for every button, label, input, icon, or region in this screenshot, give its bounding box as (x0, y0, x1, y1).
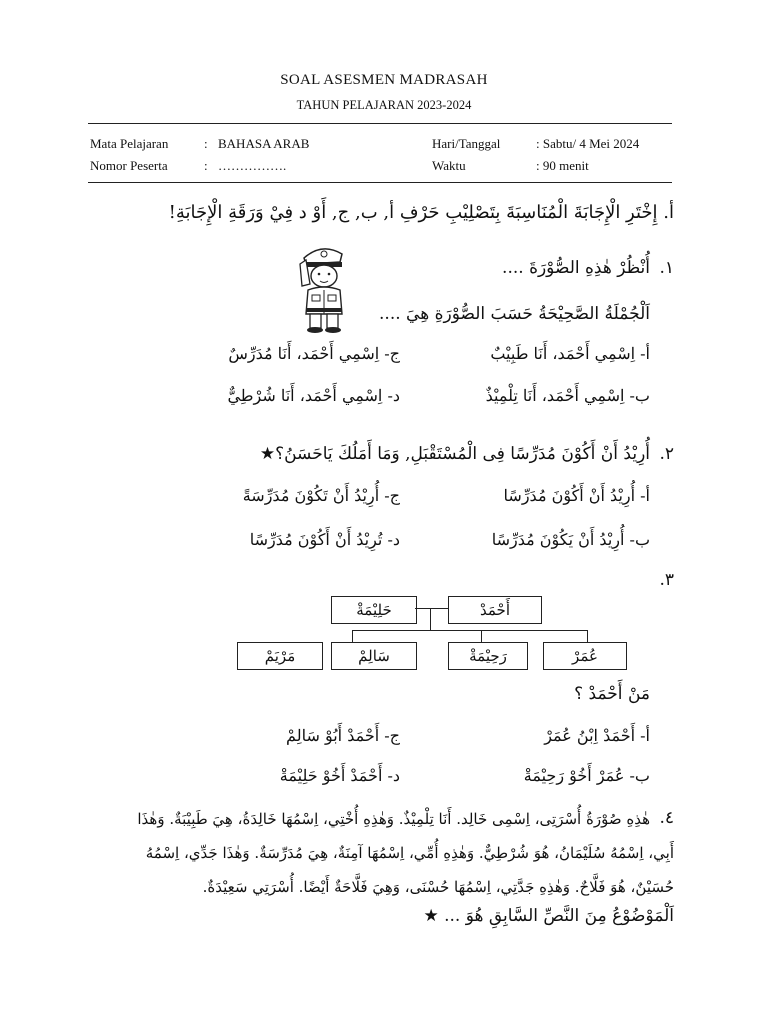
header-divider-bottom (88, 182, 672, 183)
tree-child-box: سَالِمْ (331, 642, 417, 670)
q4-passage-line-3: حُسَيْنٌ، هُوَ فَلَّاحٌ. وَهٰذِهِ جَدَّتِي، اِسْمُهَا حُسْنَى، وَهِيَ فَلَّاحَةٌ أَيْضًا. أُسْرَتِي سَعِيْدَةٌ. (202, 878, 674, 896)
q1-text: أُنْظُرْ هٰذِهِ الصُّوْرَةَ .... (502, 258, 650, 278)
tree-child-box: مَرْيَمْ (237, 642, 323, 670)
document-subtitle: TAHUN PELAJARAN 2023-2024 (296, 98, 472, 112)
day-value: : Sabtu/ 4 Mei 2024 (536, 136, 640, 151)
q2-number: ٢. (659, 444, 674, 464)
tree-child-box: رَحِيْمَةْ (448, 642, 528, 670)
participant-value: ……………. (218, 158, 287, 173)
time-label: Waktu (432, 158, 466, 173)
q4-passage-line-1: هٰذِهِ صُوْرَةُ أُسْرَتِى، اِسْمِى خَالِد. أَنَا تِلْمِيْذٌ. وَهٰذِهِ أُخْتِي، اِسْمُهَا خَالِدَةُ، هِيَ طَبِيْبَةٌ. وَهٰذَا (137, 810, 650, 828)
document-title: SOAL ASESMEN MADRASAH (280, 72, 488, 88)
q1-question: اَلْجُمْلَةُ الصَّحِيْحَةُ حَسَبَ الصُّوْرَةِ هِيَ .... (379, 304, 650, 324)
q4-passage-line-2: أَبِي، اِسْمُهُ سُلَيْمَانُ، هُوَ شُرْطِيٌّ. وَهٰذِهِ أُمِّي، اِسْمُهَا آمِنَةٌ، هِيَ مُدَرِّسَةٌ. وَهٰذَا جَدِّي، اِسْمُهُ (145, 844, 674, 862)
subject-value: BAHASA ARAB (218, 136, 310, 151)
q2-option-d[interactable]: د- تُرِيْدُ أَنْ أَكُوْنَ مُدَرِّسًا (249, 530, 400, 549)
section-instruction: أ. إِخْتَرِ الْإِجَابَةَ الْمُنَاسِبَةَ بِتَصْلِيْبِ حَرْفِ أ, ب, ج, أَوْ د فِيْ وَرَقَةِ الْإِجَابَةِ! (168, 202, 674, 223)
q4-question: اَلْمَوْضُوْعُ مِنَ النَّصِّ السَّابِقِ هُوَ ... ★ (423, 906, 674, 926)
q1-option-a[interactable]: أ- اِسْمِي أَحْمَد، أَنَا طَبِيْبٌ (490, 344, 650, 363)
tree-branch-3 (587, 630, 588, 642)
q3-number: ٣. (659, 570, 674, 590)
q1-option-c[interactable]: ج- اِسْمِي أَحْمَد، أَنَا مُدَرِّسٌ (228, 344, 400, 363)
q4-number: ٤. (659, 808, 674, 828)
day-label: Hari/Tanggal (432, 136, 501, 151)
q3-option-a[interactable]: أ- أَحْمَدْ اِبْنُ عُمَرْ (544, 726, 650, 745)
q2-option-c[interactable]: ج- أُرِيْدُ أَنْ تَكُوْنَ مُدَرِّسَةً (242, 486, 400, 505)
q3-option-b[interactable]: ب- عُمَرْ أَخُوْ رَحِيْمَةْ (523, 766, 650, 785)
subject-separator: : (204, 136, 208, 151)
q2-option-a[interactable]: أ- أُرِيْدُ أَنْ أَكُوْنَ مُدَرِّسًا (503, 486, 650, 505)
tree-branch-1 (352, 630, 353, 642)
tree-marriage-line (415, 608, 448, 609)
q1-option-d[interactable]: د- اِسْمِي أَحْمَد، أَنَا شُرْطِيٌّ (227, 386, 400, 405)
tree-branch-2 (481, 630, 482, 642)
police-officer-illustration (292, 240, 352, 335)
subject-label: Mata Pelajaran (90, 136, 169, 151)
participant-label: Nomor Peserta (90, 158, 168, 173)
q3-question: مَنْ أَحْمَدْ ؟ (574, 684, 650, 704)
time-value: : 90 menit (536, 158, 589, 173)
tree-child-box: عُمَرْ (543, 642, 627, 670)
q2-text: أُرِيْدُ أَنْ أَكُوْنَ مُدَرِّسًا فِى الْمُسْتَقْبَلِ, وَمَا أَمَلُكَ يَاحَسَنُ؟★ (259, 444, 650, 464)
q3-option-c[interactable]: ج- أَحْمَدْ أَبُوْ سَالِمْ (286, 726, 400, 745)
tree-father-box: أَحْمَدْ (448, 596, 542, 624)
q1-number: ١. (659, 258, 674, 278)
tree-mother-box: حَلِيْمَةْ (331, 596, 417, 624)
tree-descent-line (430, 608, 431, 630)
header-divider-top (88, 123, 672, 124)
q1-option-b[interactable]: ب- اِسْمِي أَحْمَد، أَنَا تِلْمِيْذٌ (485, 386, 650, 405)
tree-sibling-line (352, 630, 588, 631)
participant-separator: : (204, 158, 208, 173)
q3-option-d[interactable]: د- أَحْمَدْ أَخُوْ حَلِيْمَةْ (279, 766, 400, 785)
q2-option-b[interactable]: ب- أُرِيْدُ أَنْ يَكُوْنَ مُدَرِّسًا (491, 530, 650, 549)
